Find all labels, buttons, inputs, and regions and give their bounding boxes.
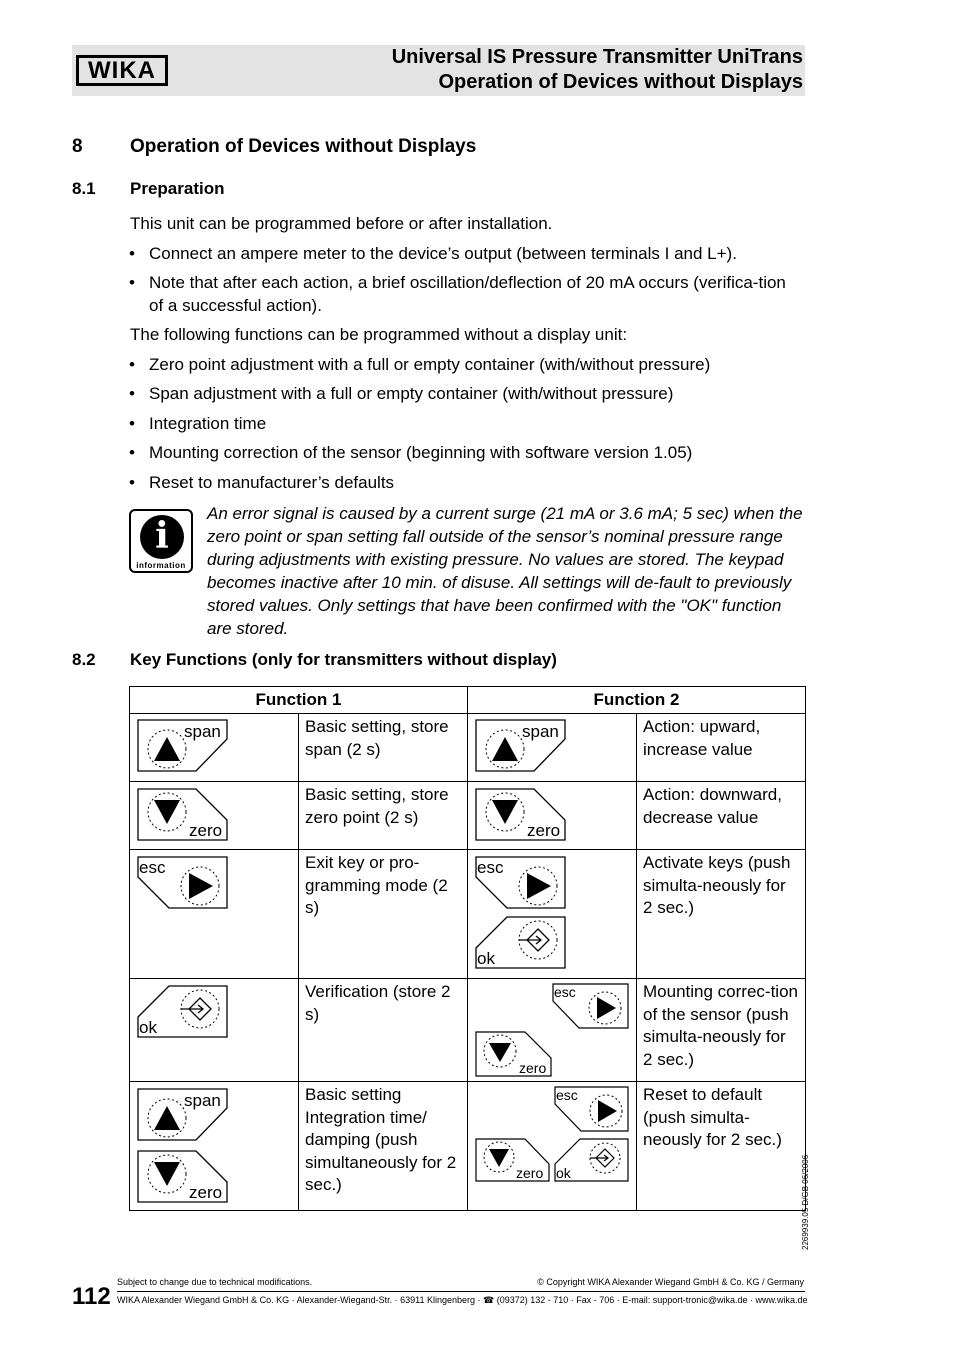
esc-zero-keys-cell [468,979,637,1082]
span-zero-keys-cell [130,1082,299,1211]
table-row [130,714,806,782]
footer-address: WIKA Alexander Wiegand GmbH & Co. KG · Alexander-Wiegand-Str. · 63911 Klingenberg · ☎ (09372) 132 - 710 · Fax - 706 · E-mail: support-tronic@wika.de · www.wika.de [117,1295,808,1305]
esc-zero-ok-keys-cell [468,1082,637,1211]
table-row [130,1082,806,1211]
zero-key-label: zero [189,821,223,840]
function1-text: Verification (store 2 s) [299,979,468,1082]
section-8-title: Operation of Devices without Displays [130,136,477,157]
span-key-label: span [184,722,221,741]
table-row [130,782,806,850]
esc-key-icon [552,983,632,1031]
span-key-label: span [522,722,559,741]
function1-text: Basic setting, store zero point (2 s) [299,782,468,850]
esc-key-label: esc [477,858,504,877]
function2-text: Reset to default (push simulta-neously for 2 sec.) [637,1082,806,1211]
section-8-number: 8 [72,136,83,157]
table-header-function-2: Function 2 [468,687,806,714]
section-8-1-number: 8.1 [72,179,96,198]
zero-key-icon [475,1031,555,1079]
table-row [130,979,806,1082]
span-key-icon [137,1088,232,1146]
zero-key-icon [137,788,232,846]
wika-logo: WIKA [76,55,168,86]
intro-text: This unit can be programmed before or after installation. [130,214,553,233]
span-key-icon [475,719,570,777]
esc-ok-keys-cell [468,850,637,979]
zero-key-cell [130,782,299,850]
copyright: © Copyright WIKA Alexander Wiegand GmbH & Co. KG / Germany [537,1277,804,1287]
information-icon: i information [129,509,193,573]
zero-key-label: zero [189,1183,223,1202]
span-key-label: span [184,1091,221,1110]
ok-key-label: ok [556,1165,571,1181]
function2-text: Action: upward, increase value [637,714,806,782]
function1-text: Exit key or pro-gramming mode (2 s) [299,850,468,979]
table-header-function-1: Function 1 [130,687,468,714]
span-key-icon [137,719,232,777]
function2-text: Mounting correc-tion of the sensor (push simulta-neously for 2 sec.) [637,979,806,1082]
section-8-2-title: Key Functions (only for transmitters without display) [130,650,557,669]
zero-key-label: zero [516,1165,544,1181]
zero-key-icon [137,1150,232,1208]
section-8-2-number: 8.2 [72,650,96,669]
ok-key-icon [554,1138,632,1184]
zero-key-icon [475,1138,553,1184]
table-row [130,850,806,979]
zero-key-label: zero [527,821,561,840]
functions-intro: The following functions can be programmed without a display unit: [130,325,628,344]
section-8-1-title: Preparation [130,179,225,198]
span-key-cell [130,714,299,782]
zero-key-cell [468,782,637,850]
esc-key-cell [130,850,299,979]
information-icon-label: information [136,561,186,570]
key-functions-table [129,686,806,1211]
esc-key-label: esc [556,1087,578,1103]
ok-key-label: ok [477,949,495,968]
change-note: Subject to change due to technical modifications. [117,1277,313,1287]
ok-key-label: ok [139,1018,157,1037]
footer-divider [117,1291,805,1292]
zero-key-label: zero [519,1060,547,1076]
ok-key-cell [130,979,299,1082]
document-id: 2269939.05 D/GB 06/2006 [801,1154,810,1250]
esc-key-icon [137,856,232,914]
header-title-line1: Universal IS Pressure Transmitter UniTrans [391,46,803,68]
esc-key-label: esc [139,858,166,877]
header-title-line2: Operation of Devices without Displays [438,71,803,93]
function1-text: Basic setting Integration time/ damping (push simultaneously for 2 sec.) [299,1082,468,1211]
function1-text: Basic setting, store span (2 s) [299,714,468,782]
ok-key-icon [475,916,570,974]
function2-text: Action: downward, decrease value [637,782,806,850]
ok-key-icon [137,985,232,1043]
page-number: 112 [72,1283,111,1310]
esc-key-icon [475,856,570,914]
esc-key-icon [554,1086,632,1134]
zero-key-icon [475,788,570,846]
information-note: An error signal is caused by a current surge (21 mA or 3.6 mA; 5 sec) when the zero point or span setting fall outside of the sensor’s nominal pressure range during adjustments with existing pressure. No values are stored. The keypad becomes inactive after 10 min. of disuse. All settings will de-fault to previously stored values. Only settings that have been confirmed with the "OK" function are stored. [207,504,803,638]
span-key-cell [468,714,637,782]
function2-text: Activate keys (push simulta-neously for 2 sec.) [637,850,806,979]
esc-key-label: esc [554,984,576,1000]
